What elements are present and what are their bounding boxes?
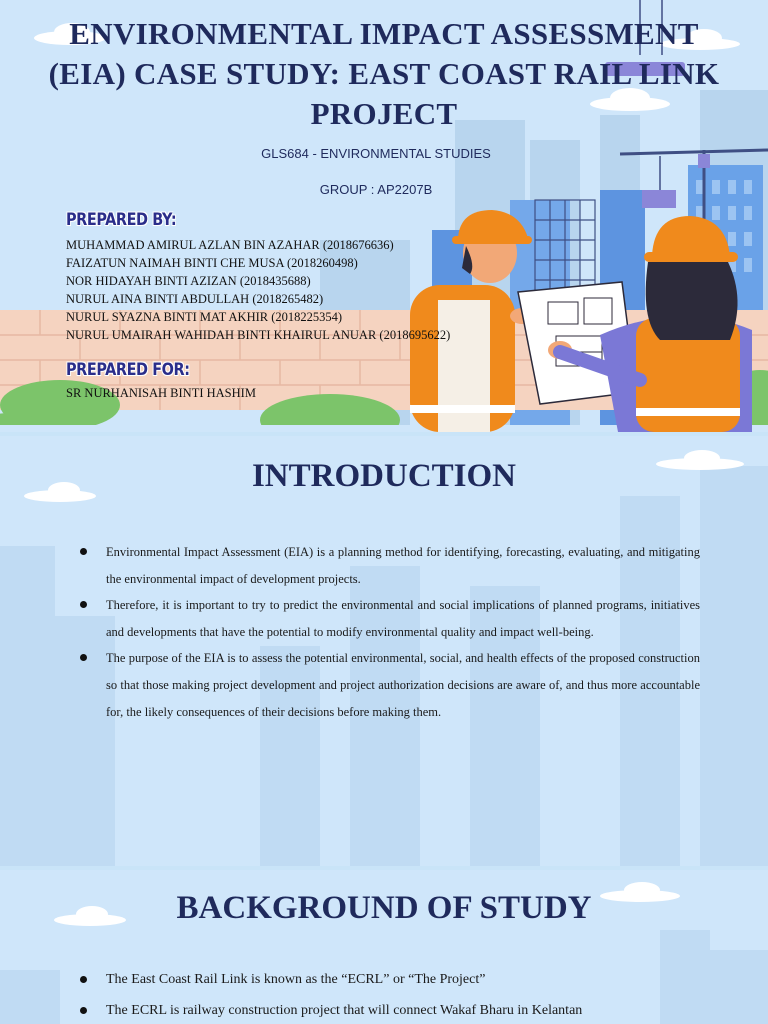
bullet-text: Environmental Impact Assessment (EIA) is a planning method for identifying, forecasting, evaluating, and mitigating the environmental impact of development projects.	[106, 545, 700, 586]
bullet-text: The ECRL is railway construction project that will connect Wakaf Bharu in Kelantan	[106, 1003, 583, 1018]
bullet-dot	[80, 654, 87, 661]
member-item: NURUL SYAZNA BINTI MAT AKHIR (2018225354)	[66, 309, 343, 324]
member-item: FAIZATUN NAIMAH BINTI CHE MUSA (2018260498)	[66, 255, 358, 270]
bullet-text: Therefore, it is important to try to predict the environmental and social implications of planned programs, initiatives and developments that have the potential to modify environmental quality and impact well-being.	[106, 598, 700, 639]
member-list	[66, 237, 450, 344]
bullet-dot	[80, 601, 87, 608]
cover-slide	[0, 0, 768, 432]
introduction-heading: INTRODUCTION	[251, 458, 517, 494]
prepared-for-heading: PREPARED FOR:	[66, 360, 190, 380]
bullet-item	[80, 592, 700, 645]
introduction-bullet-list	[80, 539, 700, 725]
bullet-dot	[80, 548, 87, 555]
lecturer-name: SR NURHANISAH BINTI HASHIM	[66, 386, 256, 400]
bullet-item	[80, 995, 700, 1024]
bullet-dot	[80, 976, 87, 983]
background-heading: BACKGROUND OF STUDY	[176, 890, 592, 926]
bullet-item	[80, 964, 700, 995]
bullet-item	[80, 645, 700, 725]
document-title: ENVIRONMENTAL IMPACT ASSESSMENT (EIA) CASE STUDY: EAST COAST RAIL LINK PROJECT	[48, 16, 720, 131]
background-slide	[0, 870, 768, 1024]
introduction-slide	[0, 436, 768, 866]
bullet-text: The purpose of the EIA is to assess the potential environmental, social, and health effects of the proposed construction so that those making project development and project authorization decisions are aware of, and thus more accountable for, the likely consequences of their decisions before making them.	[106, 651, 700, 719]
member-item: NURUL UMAIRAH WAHIDAH BINTI KHAIRUL ANUAR (2018695622)	[66, 327, 451, 342]
group-code: GROUP : AP2207B	[319, 182, 433, 197]
member-item: MUHAMMAD AMIRUL AZLAN BIN AZAHAR (2018676636)	[66, 238, 394, 252]
bullet-dot	[80, 1007, 87, 1014]
member-item: NOR HIDAYAH BINTI AZIZAN (2018435688)	[66, 273, 311, 288]
course-code: GLS684 - ENVIRONMENTAL STUDIES	[261, 146, 491, 161]
bullet-item	[80, 539, 700, 592]
background-bullet-list	[80, 964, 700, 1024]
member-item: NURUL AINA BINTI ABDULLAH (2018265482)	[66, 291, 324, 306]
prepared-by-heading: PREPARED BY:	[66, 210, 177, 230]
bullet-text: The East Coast Rail Link is known as the “ECRL” or “The Project”	[106, 972, 486, 987]
